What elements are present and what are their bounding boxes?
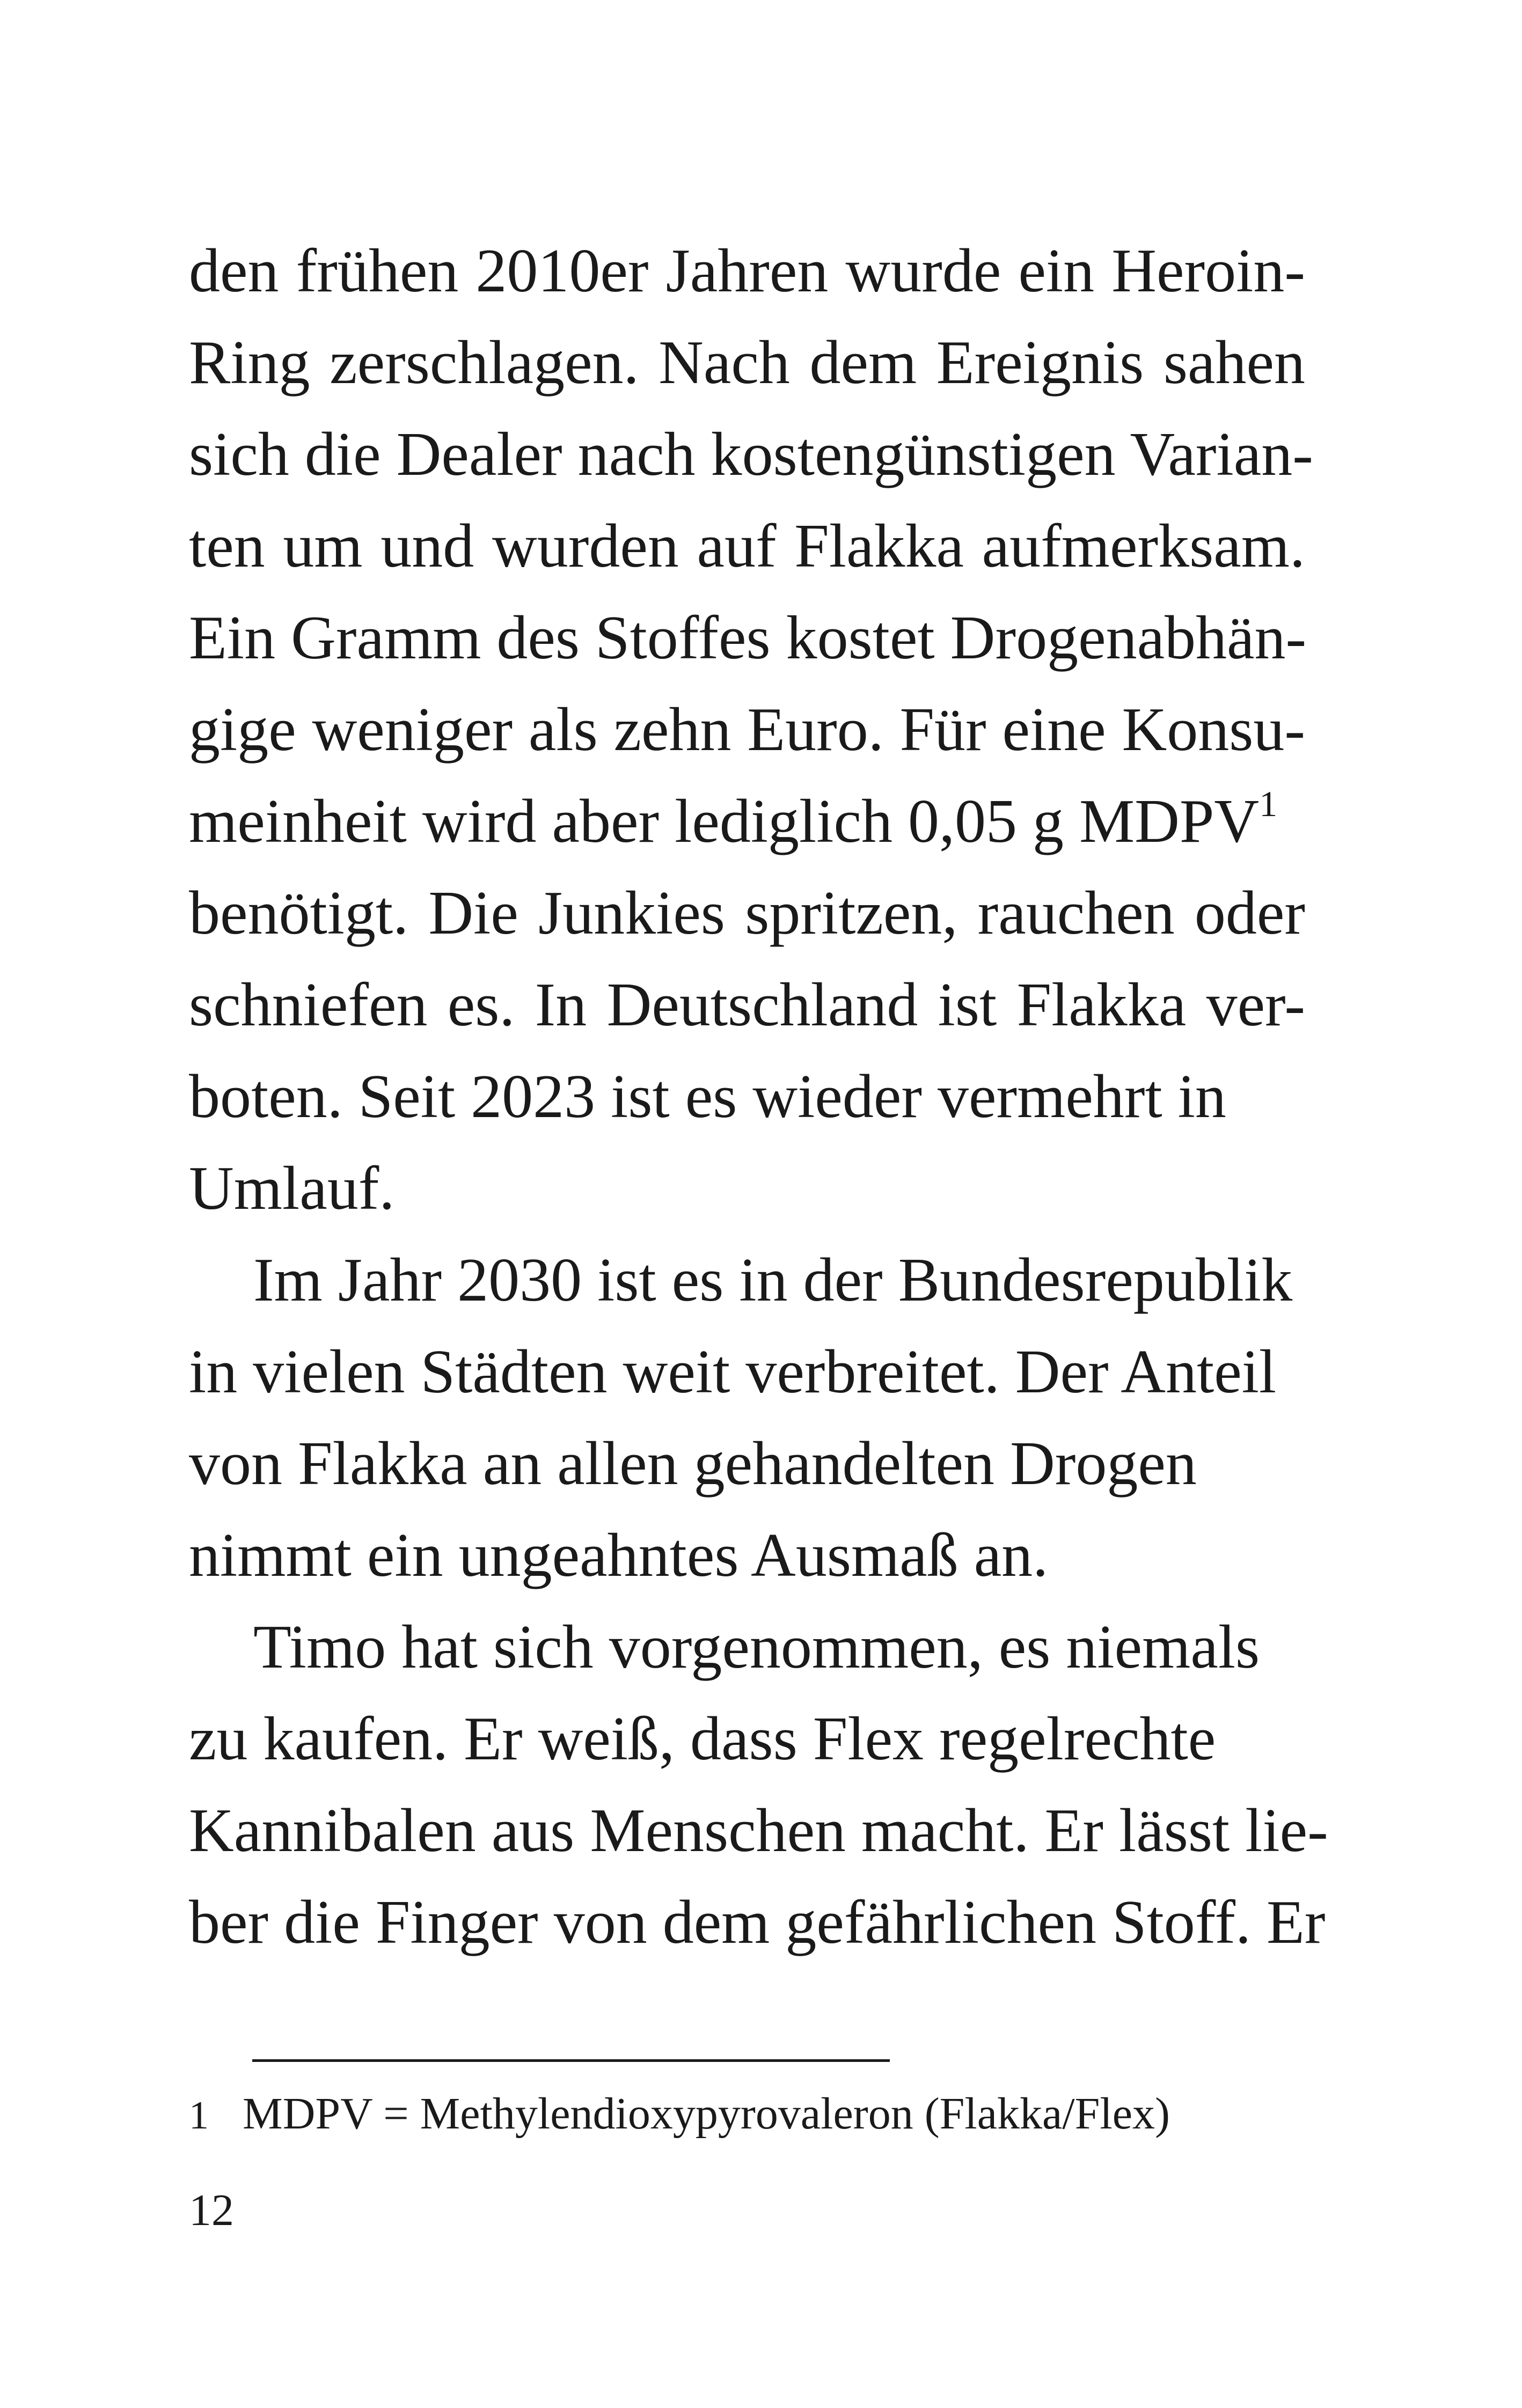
text-line: benötigt. Die Junkies spritzen, rauchen oder — [189, 879, 1305, 948]
text-line-with-footnote — [189, 776, 1305, 868]
text-line: den frühen 2010er Jahren wurde ein Heroin- — [189, 237, 1305, 305]
footnote-text: MDPV = Methylendioxypyrovaleron (Flakka/Flex) — [243, 2089, 1170, 2139]
text-line: Kannibalen aus Menschen macht. Er lässt lie- — [189, 1796, 1328, 1865]
text-line: Ring zerschlagen. Nach dem Ereignis sahen — [189, 328, 1305, 397]
text-line: in vielen Städten weit verbreitet. Der Anteil — [189, 1338, 1277, 1406]
text-line: boten. Seit 2023 ist es wieder vermehrt in — [189, 1062, 1226, 1131]
text-line: nimmt ein ungeahntes Ausmaß an. — [189, 1521, 1049, 1590]
footnote-divider — [252, 2059, 890, 2062]
text-line: ten um und wurden auf Flakka aufmerksam. — [189, 512, 1305, 581]
text-line: zu kaufen. Er weiß, dass Flex regelrechte — [189, 1705, 1216, 1773]
page-number: 12 — [189, 2185, 234, 2235]
footnote — [189, 2087, 1170, 2142]
text-line: Ein Gramm des Stoffes kostet Drogenabhän- — [189, 604, 1307, 672]
text-line: meinheit wird aber lediglich 0,05 g MDPV — [189, 787, 1260, 856]
text-line: schniefen es. In Deutschland ist Flakka ver- — [189, 971, 1305, 1039]
paragraph-first-line: Timo hat sich vorgenommen, es niemals — [253, 1613, 1260, 1682]
text-line: Umlauf. — [189, 1154, 395, 1223]
text-line: sich die Dealer nach kostengünstigen Varian- — [189, 420, 1313, 489]
body-text — [189, 225, 1328, 1969]
text-line: von Flakka an allen gehandelten Drogen — [189, 1429, 1197, 1498]
text-line: ber die Finger von dem gefährlichen Stoff. Er — [189, 1888, 1326, 1957]
footnote-marker: 1 — [1259, 783, 1278, 824]
paragraph-first-line: Im Jahr 2030 ist es in der Bundesrepublik — [253, 1246, 1293, 1315]
text-line: gige weniger als zehn Euro. Für eine Konsu- — [189, 695, 1305, 764]
footnote-number: 1 — [189, 2094, 209, 2138]
